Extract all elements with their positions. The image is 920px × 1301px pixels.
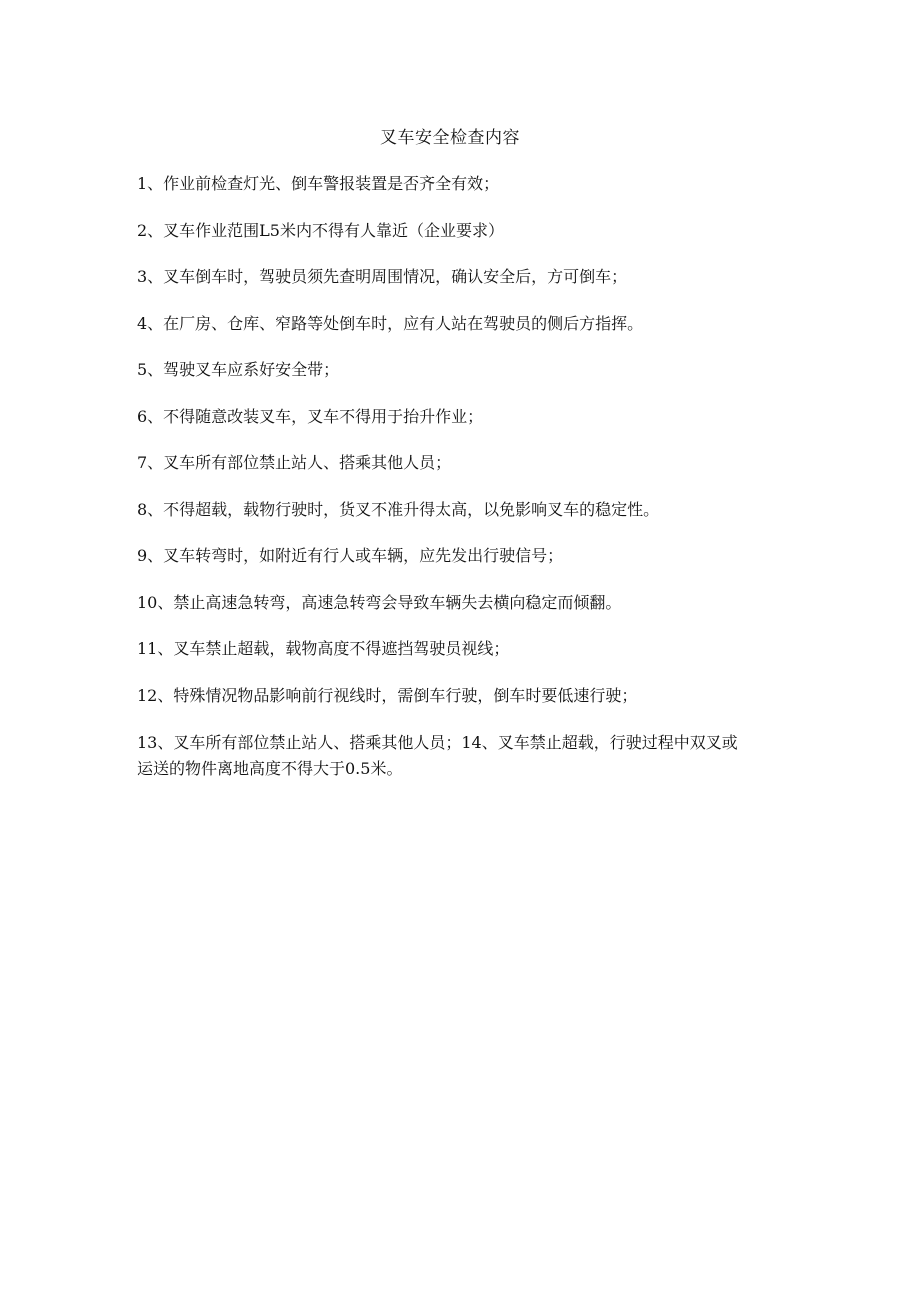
inspection-item-list: [137, 172, 749, 805]
inspection-item-9: 9、叉车转弯时，如附近有行人或车辆，应先发出行驶信号；: [137, 546, 564, 565]
inspection-item-3: 3、叉车倒车时，驾驶员须先查明周围情况，确认安全后，方可倒车；: [137, 267, 628, 286]
inspection-item-5: 5、驾驶叉车应系好安全带；: [137, 360, 340, 379]
inspection-item-11: 11、叉车禁止超载，载物高度不得遮挡驾驶员视线；: [137, 639, 510, 658]
inspection-item-13-14: 13、叉车所有部位禁止站人、搭乘其他人员；14、叉车禁止超载，行驶过程中双叉或运送的物件离地高度不得大于0.5米。: [137, 733, 738, 778]
inspection-item-4: 4、在厂房、仓库、窄路等处倒车时，应有人站在驾驶员的侧后方指挥。: [137, 313, 644, 333]
inspection-item-10: 10、禁止高速急转弯，高速急转弯会导致车辆失去横向稳定而倾翻。: [137, 592, 622, 612]
inspection-item-1: 1、作业前检查灯光、倒车警报装置是否齐全有效；: [137, 174, 500, 193]
document-title: 叉车安全检查内容: [380, 128, 520, 148]
inspection-item-6: 6、不得随意改装叉车，叉车不得用于抬升作业；: [137, 406, 484, 426]
inspection-item-8: 8、不得超载，载物行驶时，货叉不准升得太高，以免影响叉车的稳定性。: [137, 499, 660, 519]
inspection-item-7: 7、叉车所有部位禁止站人、搭乘其他人员；: [137, 453, 452, 472]
inspection-item-12: 12、特殊情况物品影响前行视线时，需倒车行驶，倒车时要低速行驶；: [137, 685, 638, 705]
inspection-item-2: 2、叉车作业范围L5米内不得有人靠近（企业要求）: [137, 220, 504, 240]
